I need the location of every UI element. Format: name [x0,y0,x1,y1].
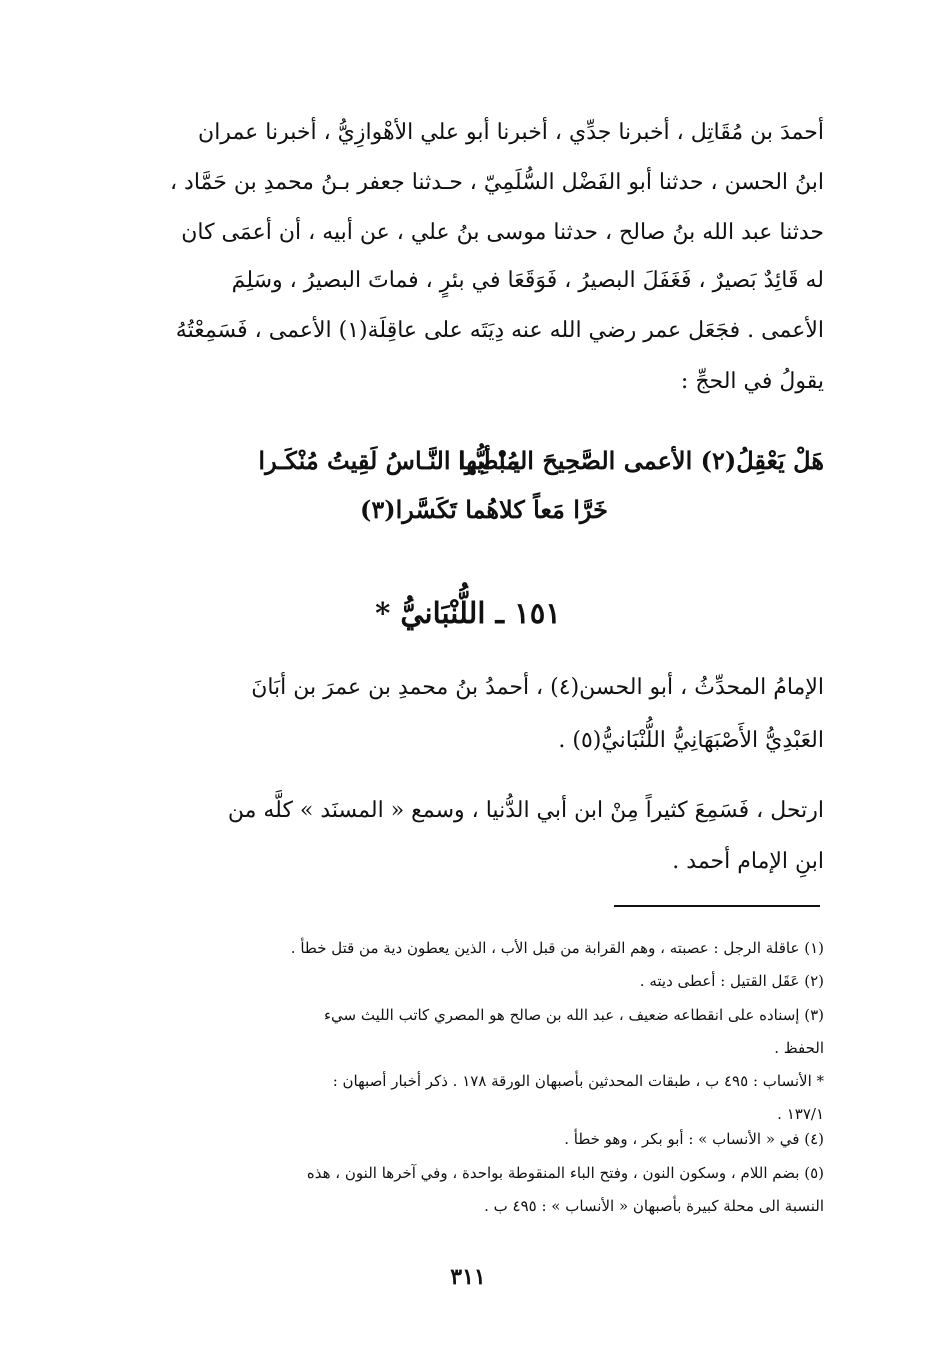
biography-line: الإمامُ المحدِّثُ ، أبو الحسن(٤) ، أحمدُ بنُ محمدِ بن عمرَ بن أبَانَ [251,675,824,700]
biography-line: العَبْدِيُّ الأَصْبَهَانِيُّ اللُّنْبَانيُّ(٥) . [558,728,824,753]
verse-second-hemistich: هَلْ يَعْقِلُ(٢) الأعمى الصَّحِيحَ المُبْصِرا [458,446,824,475]
verse-final-line: خَرَّا مَعاً كلاهُما تَكَسَّرا(٣) [359,495,608,524]
verse-first-hemistich: يـا أيُّها النَّـاسُ لَقِيتُ مُنْكَـرا [258,446,520,475]
footnote-line: ١٣٧/١ . [777,1105,824,1123]
travel-line: ابنِ الإمام أحمد . [672,849,824,874]
entry-heading: ١٥١ ـ اللُّنْبَانيُّ * [375,596,561,630]
page-number: ٣١١ [450,1264,486,1290]
footnote-line: (٤) في « الأنساب » : أبو بكر ، وهو خطأ . [564,1130,824,1148]
footnote-line: (٣) إسناده على انقطاعه ضعيف ، عبد الله بن صالح هو المصري كاتب الليث سيء [323,1006,824,1024]
narration-line: يقولُ في الحجِّ : [680,369,824,394]
footnote-line: النسبة الى محلة كبيرة بأصبهان « الأنساب » : ٤٩٥ ب . [484,1197,824,1215]
narration-line: له قَائِدٌ بَصيرٌ ، فَغَفَلَ البصيرُ ، فَوَقَعَا في بئرٍ ، فماتَ البصيرُ ، وسَلِمَ [231,268,824,293]
footnote-line: (٢) عَقَل القتيل : أعطى ديته . [639,972,824,990]
footnote-line: (٥) بضم اللام ، وسكون النون ، وفتح الباء المنقوطة بواحدة ، وفي آخرها النون ، هذه [306,1164,824,1182]
narration-line: ابنُ الحسن ، حدثنا أبو الفَضْل السُّلَمِيّ ، حـدثنا جعفر بـنُ محمدِ بن حَمَّاد ، [169,170,824,195]
narration-line: الأعمى . فجَعَل عمر رضي الله عنه دِيَتَه على عاقِلَة(١) الأعمى ، فَسَمِعْتُهُ [175,318,824,343]
footnote-line: (١) عاقلة الرجل : عصبته ، وهم القرابة من قبل الأب ، الذين يعطون دية من قتل خطأ . [290,939,824,957]
narration-line: أحمدَ بن مُقَاتِل ، أخبرنا جدِّي ، أخبرنا أبو علي الأهْوازِيُّ ، أخبرنا عمران [198,120,824,145]
footnote-line: الحفظ . [774,1039,824,1057]
travel-line: ارتحل ، فَسَمِعَ كثيراً مِنْ ابن أبي الدُّنيا ، وسمع « المسنَد » كلَّه من [227,798,824,823]
footnote-line: * الأنساب : ٤٩٥ ب ، طبقات المحدثين بأصبهان الورقة ١٧٨ . ذكر أخبار أصبهان : [332,1072,824,1090]
narration-line: حدثنا عبد الله بنُ صالح ، حدثنا موسى بنُ علي ، عن أبيه ، أن أعمَى كان [181,220,824,245]
footnote-divider [614,905,820,907]
